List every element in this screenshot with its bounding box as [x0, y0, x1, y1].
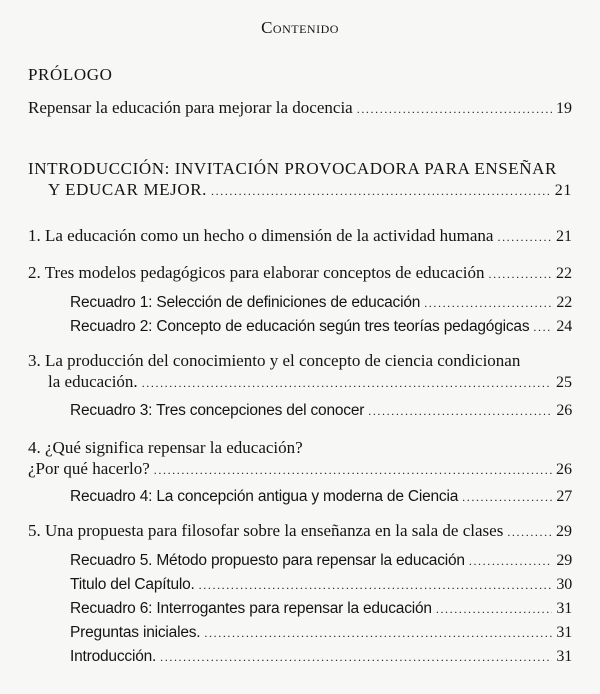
dot-leader — [424, 296, 552, 311]
toc-entry-label: 1. La educación como un hecho o dimensión de la actividad humana — [28, 226, 494, 245]
toc-subentry-introduccion[interactable] — [70, 648, 572, 666]
dot-leader — [469, 554, 553, 569]
introduction-title-line1: INTRODUCCIÓN: INVITACIÓN PROVOCADORA PARA ENSEÑAR — [28, 159, 557, 178]
chapter-4-title-line1: 4. ¿Qué significa repensar la educación? — [28, 438, 303, 457]
toc-entry-chapter-1[interactable] — [28, 226, 572, 246]
toc-entry-label: ¿Por qué hacerlo? — [28, 459, 150, 478]
toc-entry-label: Introducción. — [70, 648, 157, 665]
dot-leader — [507, 525, 552, 540]
toc-entry-label: 2. Tres modelos pedagógicos para elaborar conceptos de educación — [28, 263, 485, 282]
dot-leader — [199, 578, 553, 593]
chapter-3-title-line1: 3. La producción del conocimiento y el concepto de ciencia condicionan — [28, 351, 521, 370]
dot-leader — [497, 230, 552, 245]
toc-subentry-recuadro-2[interactable] — [70, 318, 572, 336]
toc-page-number: 22 — [556, 265, 572, 282]
toc-page-number: 27 — [556, 488, 572, 505]
toc-entry-label: Recuadro 2: Concepto de educación según tres teorías pedagógicas — [70, 318, 530, 335]
dot-leader — [154, 463, 552, 478]
toc-entry-introduction[interactable] — [48, 180, 572, 200]
toc-page-number: 29 — [556, 552, 572, 569]
toc-page-number: 30 — [556, 576, 572, 593]
toc-page-number: 31 — [556, 648, 572, 665]
dot-leader — [436, 602, 553, 617]
toc-page-number: 31 — [556, 624, 572, 641]
dot-leader — [357, 102, 552, 117]
dot-leader — [462, 490, 552, 505]
toc-entry-chapter-4[interactable] — [28, 459, 572, 479]
toc-subentry-titulo-capitulo[interactable] — [70, 576, 572, 594]
toc-page-number: 31 — [556, 600, 572, 617]
toc-subentry-recuadro-5[interactable] — [70, 552, 572, 570]
toc-entry-label: Preguntas iniciales. — [70, 624, 201, 641]
toc-entry-label: 5. Una propuesta para filosofar sobre la enseñanza en la sala de clases — [28, 521, 504, 540]
toc-page-number: 26 — [556, 402, 572, 419]
dot-leader — [204, 626, 552, 641]
toc-page-number: 19 — [556, 100, 572, 117]
toc-page-number: 21 — [556, 228, 572, 245]
toc-page-number: 25 — [556, 374, 572, 391]
toc-subentry-recuadro-4[interactable] — [70, 488, 572, 506]
toc-subentry-recuadro-3[interactable] — [70, 402, 572, 420]
toc-subentry-recuadro-1[interactable] — [70, 294, 572, 312]
toc-entry-chapter-3[interactable] — [48, 372, 572, 392]
toc-entry-label: la educación. — [48, 372, 138, 391]
toc-page-number: 29 — [556, 523, 572, 540]
toc-subentry-preguntas-iniciales[interactable] — [70, 624, 572, 642]
toc-entry-label: Recuadro 5. Método propuesto para repensar la educación — [70, 552, 465, 569]
dot-leader — [489, 267, 553, 282]
toc-subentry-recuadro-6[interactable] — [70, 600, 572, 618]
toc-entry-label: Recuadro 6: Interrogantes para repensar la educación — [70, 600, 432, 617]
toc-entry-chapter-2[interactable] — [28, 263, 572, 283]
dot-leader — [533, 320, 552, 335]
toc-page-number: 22 — [556, 294, 572, 311]
toc-page-number: 24 — [556, 318, 572, 335]
page-title: Contenido — [261, 18, 339, 37]
dot-leader — [142, 376, 552, 391]
dot-leader — [211, 184, 551, 199]
toc-entry-label: Repensar la educación para mejorar la docencia — [28, 98, 353, 117]
toc-entry-label: Recuadro 4: La concepción antigua y moderna de Ciencia — [70, 488, 459, 505]
toc-entry-label: Recuadro 1: Selección de definiciones de educación — [70, 294, 421, 311]
toc-entry-prologue[interactable] — [28, 98, 572, 118]
toc-entry-label: Titulo del Capítulo. — [70, 576, 195, 593]
toc-page-number: 21 — [554, 182, 572, 199]
toc-entry-chapter-5[interactable] — [28, 521, 572, 541]
dot-leader — [368, 404, 552, 419]
toc-entry-label: Y EDUCAR MEJOR. — [48, 180, 208, 199]
prologue-title: PRÓLOGO — [28, 65, 113, 84]
toc-page-number: 26 — [556, 461, 572, 478]
toc-entry-label: Recuadro 3: Tres concepciones del conocer — [70, 402, 365, 419]
dot-leader — [160, 650, 552, 665]
